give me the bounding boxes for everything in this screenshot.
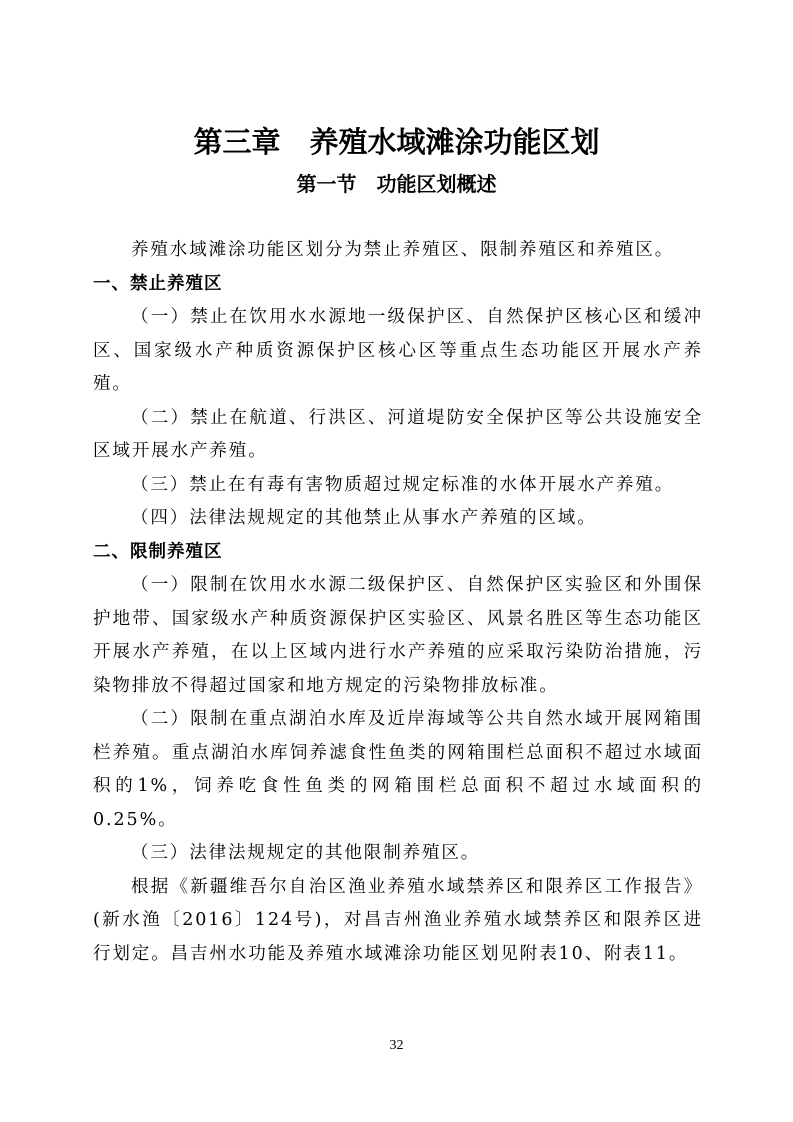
- prohibited-item-1: （一）禁止在饮用水水源地一级保护区、自然保护区核心区和缓冲区、国家级水产种质资源保护区核心区等重点生态功能区开展水产养殖。: [93, 307, 703, 394]
- chapter-title: 第三章 养殖水域滩涂功能区划: [193, 125, 600, 159]
- section-title: 第一节 功能区划概述: [296, 172, 497, 196]
- prohibited-zone-heading: 一、禁止养殖区: [93, 273, 223, 294]
- restricted-item-3: （三）法律法规规定的其他限制养殖区。: [131, 843, 481, 863]
- restricted-item-1: （一）限制在饮用水水源二级保护区、自然保护区实验区和外围保护地带、国家级水产种质资源保护区实验区、风景名胜区等生态功能区开展水产养殖，在以上区域内进行水产养殖的应采取污染防治措施，污染物排放不得超过国家和地方规定的污染物排放标准。: [93, 575, 703, 696]
- document-body: [93, 234, 703, 971]
- prohibited-item-4: （四）法律法规规定的其他禁止从事水产养殖的区域。: [131, 508, 597, 528]
- closing-paragraph: 根据《新疆维吾尔自治区渔业养殖水域禁养区和限养区工作报告》(新水渔〔2016〕124号)，对昌吉州渔业养殖水域禁养区和限养区进行划定。昌吉州水功能及养殖水域滩涂功能区划见附表10、附表11。: [93, 876, 703, 964]
- prohibited-item-2: （二）禁止在航道、行洪区、河道堤防安全保护区等公共设施安全区域开展水产养殖。: [93, 407, 703, 461]
- intro-paragraph: 养殖水域滩涂功能区划分为禁止养殖区、限制养殖区和养殖区。: [131, 240, 675, 260]
- restricted-item-2: （二）限制在重点湖泊水库及近岸海域等公共自然水域开展网箱围栏养殖。重点湖泊水库饲养滤食性鱼类的网箱围栏总面积不超过水域面积的1%，饲养吃食性鱼类的网箱围栏总面积不超过水域面积的0.25%。: [93, 709, 703, 830]
- restricted-zone-heading: 二、限制养殖区: [93, 541, 223, 562]
- prohibited-item-3: （三）禁止在有毒有害物质超过规定标准的水体开展水产养殖。: [131, 474, 675, 495]
- page-number: 32: [389, 1038, 404, 1053]
